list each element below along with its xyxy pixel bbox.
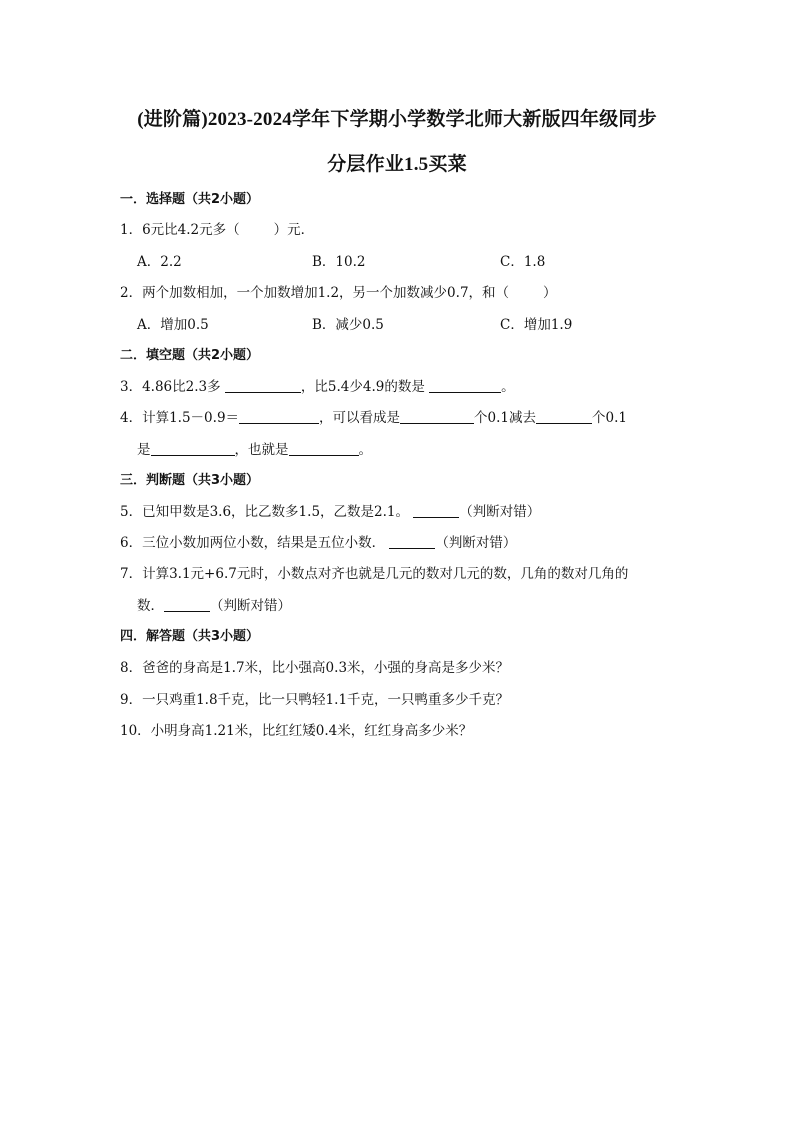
question-4-text-b: ，可以看成是 xyxy=(319,410,401,426)
question-1-option-a: A．2.2 xyxy=(137,254,182,270)
section-heading-choice: 一．选择题（共2小题） xyxy=(120,192,260,207)
answer-blank[interactable] xyxy=(536,409,592,424)
answer-blank[interactable] xyxy=(239,409,319,424)
question-6-suffix: （判断对错） xyxy=(435,535,517,551)
answer-blank[interactable] xyxy=(151,441,235,456)
answer-blank[interactable] xyxy=(289,441,359,456)
question-9: 9．一只鸡重1.8千克，比一只鸭轻1.1千克，一只鸭重多少千克？ xyxy=(120,692,510,708)
question-4 xyxy=(120,406,627,426)
question-2-text-pre: 2．两个加数相加，一个加数增加1.2，另一个加数减少0.7，和（ xyxy=(120,285,510,301)
question-3-text-a: 3．4.86比2.3多 xyxy=(120,379,221,395)
question-2-text-post: ） xyxy=(543,285,557,301)
answer-blank[interactable] xyxy=(225,378,301,393)
question-3-text-b: ，比5.4少4.9的数是 xyxy=(300,379,425,395)
question-2-option-b: B．减少0.5 xyxy=(312,317,384,333)
question-3-text-c: 。 xyxy=(501,379,515,395)
question-6-text: 6．三位小数加两位小数，结果是五位小数． xyxy=(120,535,386,551)
answer-blank[interactable] xyxy=(400,409,474,424)
section-heading-solve: 四．解答题（共3小题） xyxy=(120,629,260,644)
answer-blank[interactable] xyxy=(413,503,459,518)
question-2 xyxy=(120,281,557,301)
question-3 xyxy=(120,375,515,395)
question-6 xyxy=(120,531,516,551)
question-2-option-c: C．增加1.9 xyxy=(500,317,573,333)
question-4-text-d: 个0.1 xyxy=(592,410,627,426)
question-1-text-post: ）元． xyxy=(273,222,315,238)
question-4-text-f: ，也就是 xyxy=(234,442,289,458)
question-4-text-c: 个0.1减去 xyxy=(474,410,537,426)
question-8: 8．爸爸的身高是1.7米，比小强高0.3米，小强的身高是多少米？ xyxy=(120,660,510,676)
section-heading-judge: 三．判断题（共3小题） xyxy=(120,473,260,488)
question-1-option-b: B．10.2 xyxy=(312,254,366,270)
question-7-text: 7．计算3.1元+6.7元时，小数点对齐也就是几元的数对几元的数，几角的数对几角的 xyxy=(120,566,629,582)
question-4-continued xyxy=(137,438,372,458)
question-4-text-a: 4．计算1.5－0.9＝ xyxy=(120,410,240,426)
question-7 xyxy=(120,562,628,582)
question-5-text: 5．已知甲数是3.6，比乙数多1.5，乙数是2.1。 xyxy=(120,504,409,520)
question-7-text-b: 数． xyxy=(137,598,164,614)
question-4-text-g: 。 xyxy=(358,442,372,458)
answer-blank[interactable] xyxy=(164,597,210,612)
answer-blank[interactable] xyxy=(429,378,501,393)
question-4-text-e: 是 xyxy=(137,442,151,458)
question-2-option-a: A．增加0.5 xyxy=(137,317,209,333)
question-7-suffix: （判断对错） xyxy=(210,598,291,614)
section-heading-fill: 二．填空题（共2小题） xyxy=(120,348,260,363)
answer-blank[interactable] xyxy=(389,534,435,549)
question-5 xyxy=(120,500,540,520)
question-1 xyxy=(120,218,314,238)
question-1-text-pre: 1．6元比4.2元多（ xyxy=(120,222,240,238)
question-5-suffix: （判断对错） xyxy=(459,504,541,520)
question-10: 10．小明身高1.21米，比红红矮0.4米，红红身高多少米？ xyxy=(120,723,473,739)
question-7-continued xyxy=(137,594,291,614)
question-1-option-c: C．1.8 xyxy=(500,254,546,270)
document-title-line1: (进阶篇)2023-2024学年下学期小学数学北师大新版四年级同步 xyxy=(137,109,657,130)
document-title-line2: 分层作业1.5买菜 xyxy=(327,154,467,175)
